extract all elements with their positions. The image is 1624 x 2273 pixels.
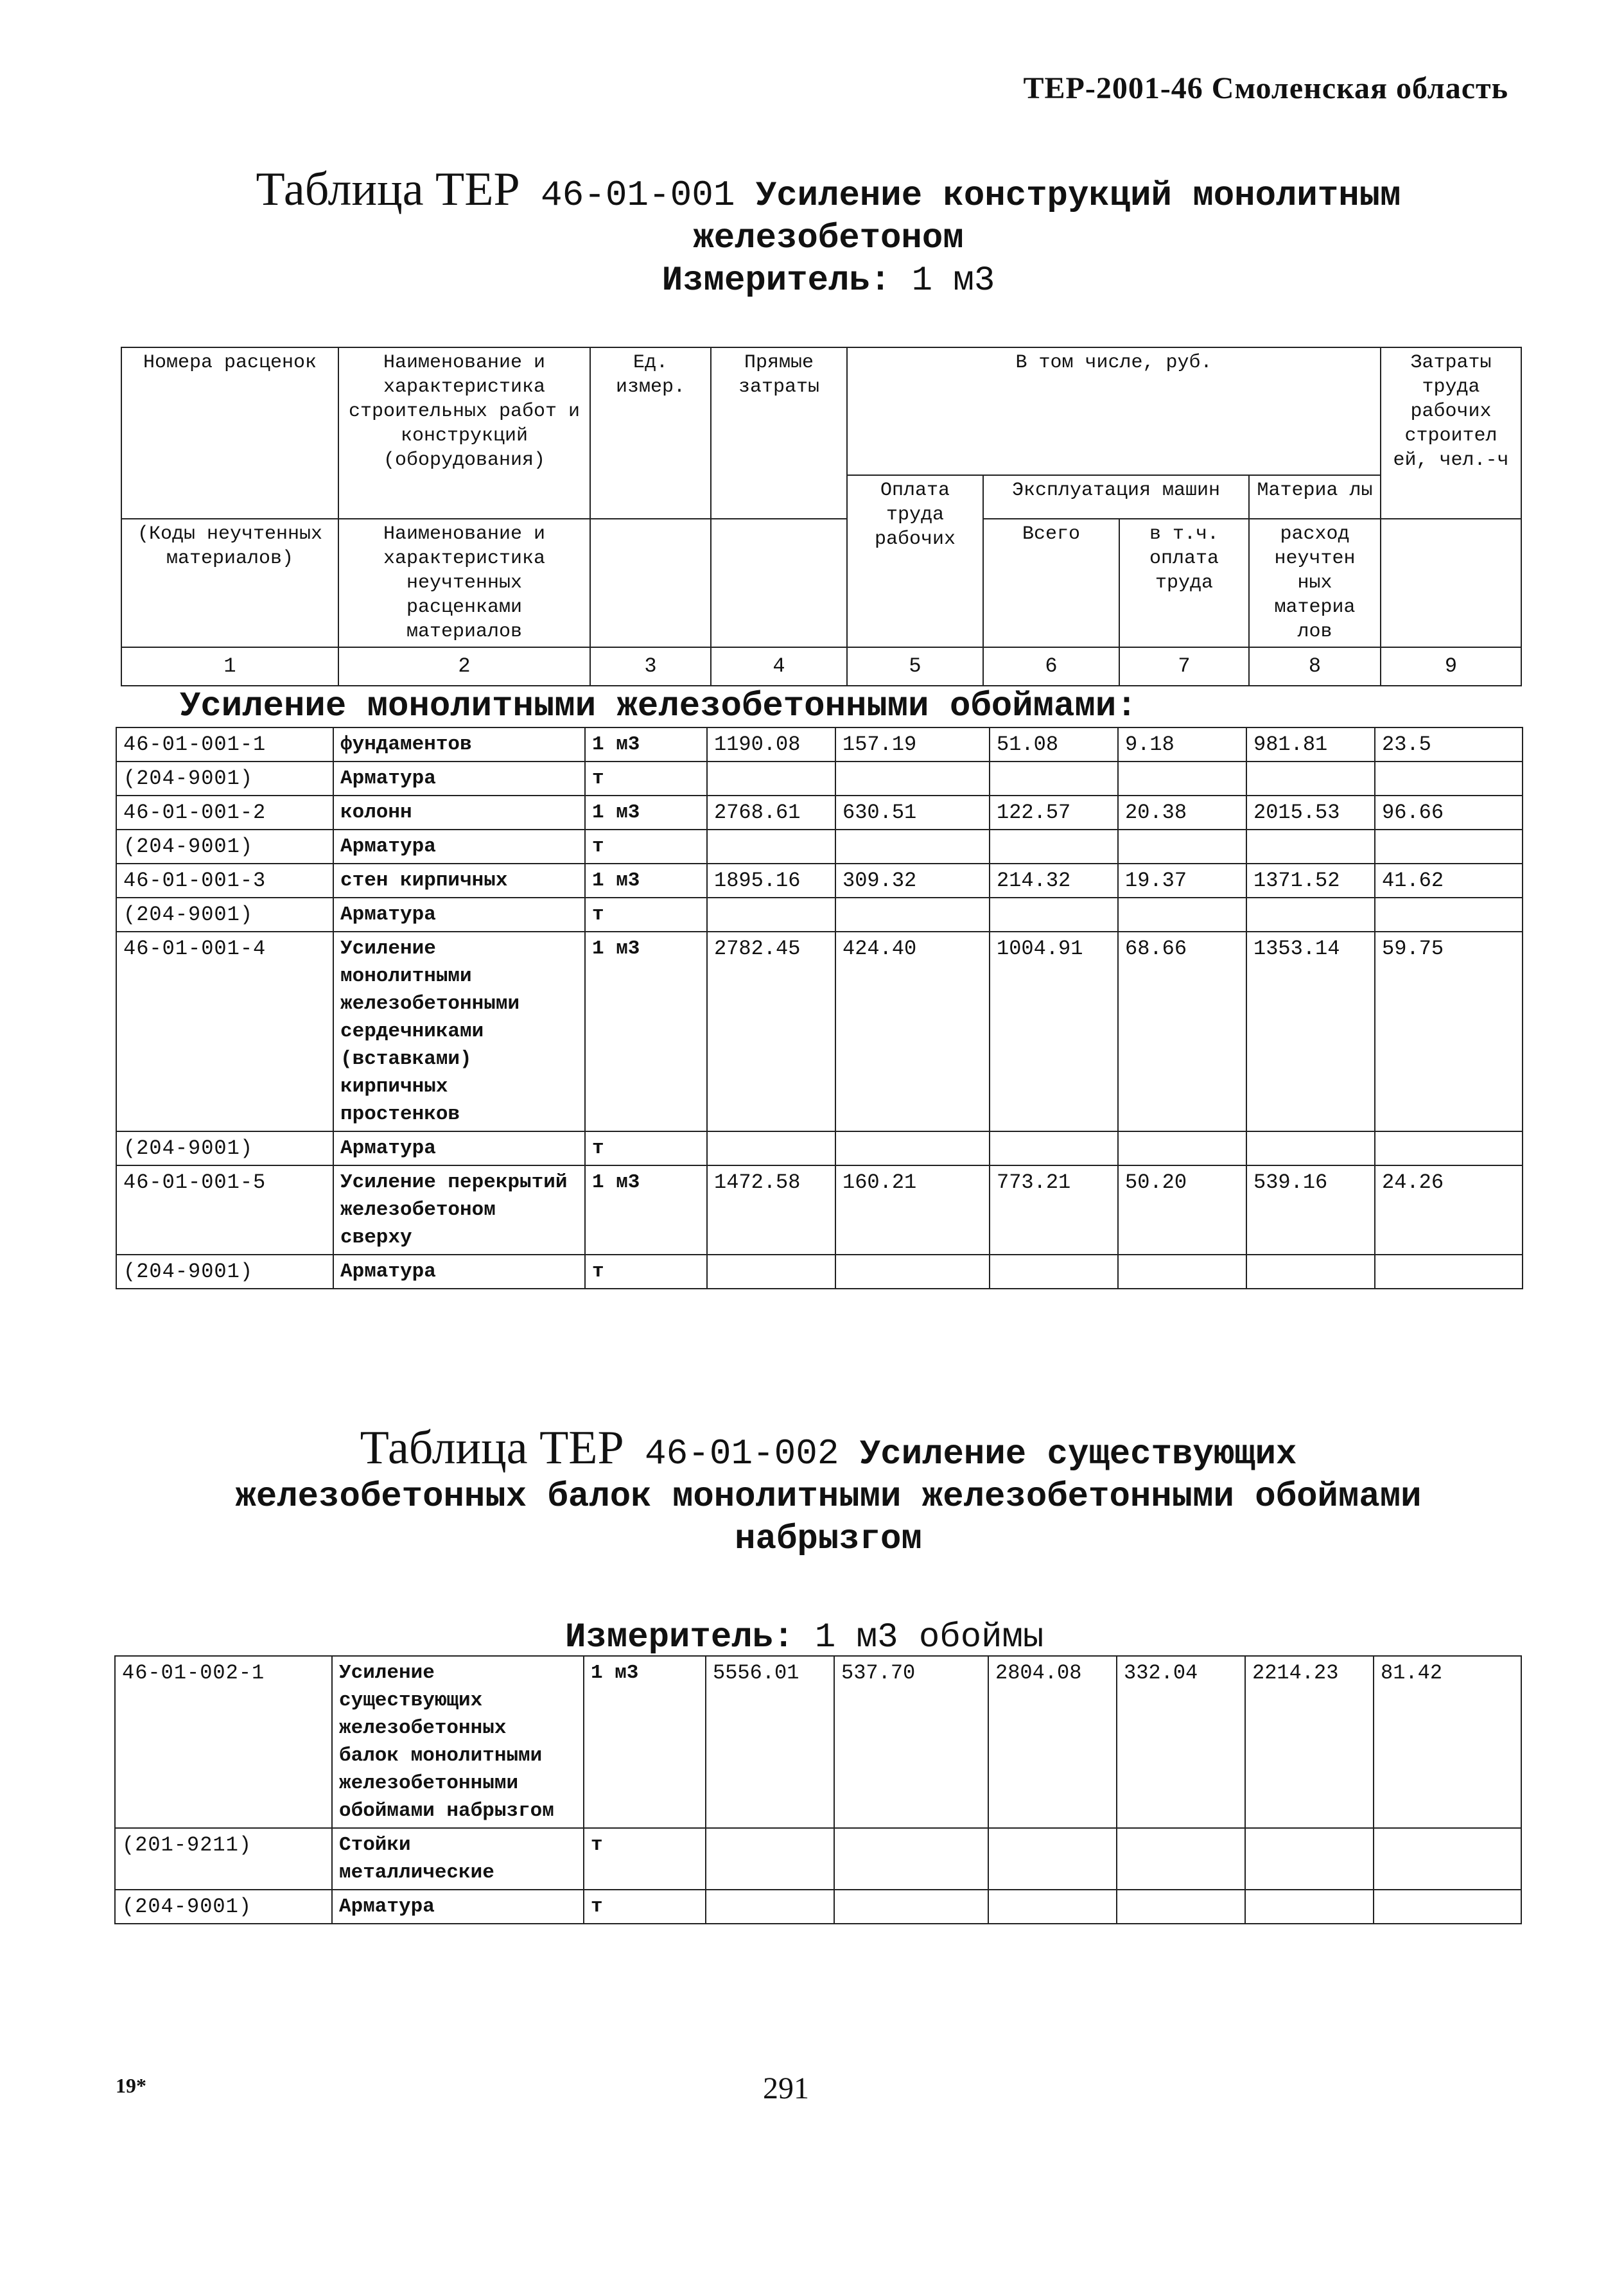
header-codes-unaccounted: (Коды неучтенных материалов)	[121, 519, 338, 647]
table-row	[116, 898, 1523, 932]
machine-cost	[990, 762, 1118, 796]
header-direct-cont	[711, 519, 847, 647]
unit-cell: 1 м3	[585, 864, 707, 898]
table2-title-line1: Усиление существующих	[859, 1435, 1297, 1474]
direct-cost	[707, 898, 835, 932]
header-wage: Оплата труда рабочих	[847, 475, 983, 647]
material-cost: 2015.53	[1246, 796, 1375, 830]
sheet-mark: 19*	[116, 2074, 146, 2097]
unit-cell: т	[585, 1131, 707, 1165]
header-machines: Эксплуатация машин	[983, 475, 1249, 519]
labor-cost	[1375, 1255, 1523, 1289]
material-cost: 1371.52	[1246, 864, 1375, 898]
rate-code: 46-01-001-2	[116, 796, 333, 830]
machine-wage-cost: 19.37	[1118, 864, 1246, 898]
machine-cost: 122.57	[990, 796, 1118, 830]
rate-code: 46-01-001-1	[116, 727, 333, 762]
header-codes-spacer	[121, 475, 338, 519]
header-unit-cont	[590, 519, 711, 647]
unit-cell: 1 м3	[585, 932, 707, 1131]
table-row	[115, 1890, 1521, 1924]
rate-code: (204-9001)	[116, 898, 333, 932]
labor-cost: 23.5	[1375, 727, 1523, 762]
column-number: 1	[121, 647, 338, 686]
unit-cell: 1 м3	[585, 796, 707, 830]
header-materials: Материа лы	[1249, 475, 1381, 519]
machine-wage-cost: 20.38	[1118, 796, 1246, 830]
machine-cost: 51.08	[990, 727, 1118, 762]
machine-wage-cost: 332.04	[1117, 1656, 1245, 1828]
labor-cost: 24.26	[1375, 1165, 1523, 1255]
table1-title-line1: Усиление конструкций монолитным	[755, 177, 1401, 216]
direct-cost: 5556.01	[706, 1656, 834, 1828]
direct-cost	[706, 1828, 834, 1890]
direct-cost: 1895.16	[707, 864, 835, 898]
rates-table-1	[116, 727, 1523, 1289]
table-row	[116, 864, 1523, 898]
column-number: 9	[1381, 647, 1521, 686]
machine-wage-cost	[1117, 1890, 1245, 1924]
direct-cost: 1190.08	[707, 727, 835, 762]
table-row	[116, 932, 1523, 1131]
wage-cost	[835, 1255, 990, 1289]
machine-wage-cost	[1118, 1131, 1246, 1165]
direct-cost	[707, 1255, 835, 1289]
table1-title	[116, 163, 1541, 302]
machine-wage-cost: 68.66	[1118, 932, 1246, 1131]
running-head: ТЕР-2001-46 Смоленская область	[1023, 71, 1508, 105]
unit-cell: т	[585, 830, 707, 864]
table2-prefix: Таблица ТЕР	[360, 1422, 624, 1474]
wage-cost	[835, 898, 990, 932]
material-cost: 2214.23	[1245, 1656, 1374, 1828]
wage-cost: 424.40	[835, 932, 990, 1131]
header-table	[121, 347, 1522, 686]
material-cost: 539.16	[1246, 1165, 1375, 1255]
table2-meter-label: Измеритель:	[565, 1618, 794, 1657]
direct-cost	[707, 762, 835, 796]
labor-cost	[1375, 1131, 1523, 1165]
labor-cost	[1375, 898, 1523, 932]
table1-meter	[116, 260, 1541, 302]
table2-title-line2: железобетонных балок монолитными железобетонными обоймами	[235, 1477, 1422, 1517]
material-cost	[1245, 1890, 1374, 1924]
column-number: 3	[590, 647, 711, 686]
header-machines-wage: в т.ч. оплата труда	[1119, 519, 1249, 647]
header-unit: Ед. измер.	[590, 347, 711, 519]
unit-cell: т	[584, 1890, 706, 1924]
work-name: колонн	[333, 796, 585, 830]
labor-cost	[1374, 1890, 1521, 1924]
material-cost	[1246, 762, 1375, 796]
wage-cost	[834, 1828, 988, 1890]
machine-cost	[988, 1828, 1117, 1890]
table2-title-line3: набрызгом	[735, 1520, 922, 1559]
table1-meter-label: Измеритель:	[661, 261, 891, 300]
material-cost	[1245, 1828, 1374, 1890]
rate-code: (204-9001)	[116, 1131, 333, 1165]
machine-wage-cost	[1118, 1255, 1246, 1289]
machine-wage-cost	[1118, 898, 1246, 932]
table2-title	[116, 1422, 1541, 1561]
labor-cost: 41.62	[1375, 864, 1523, 898]
work-name: Усиление существующих железобетонных балок монолитными железобетонными обоймами набрызгом	[332, 1656, 584, 1828]
rate-code: (204-9001)	[115, 1890, 332, 1924]
rate-code: (204-9001)	[116, 830, 333, 864]
unit-cell: т	[585, 1255, 707, 1289]
machine-cost: 1004.91	[990, 932, 1118, 1131]
labor-cost	[1374, 1828, 1521, 1890]
machine-cost: 773.21	[990, 1165, 1118, 1255]
table2-code: 46-01-002	[645, 1433, 839, 1474]
table-row	[116, 1165, 1523, 1255]
labor-cost	[1375, 830, 1523, 864]
labor-cost: 59.75	[1375, 932, 1523, 1131]
column-number: 7	[1119, 647, 1249, 686]
header-name-unaccounted: Наименование и характеристика неучтенных расценками материалов	[338, 519, 590, 647]
labor-cost: 81.42	[1374, 1656, 1521, 1828]
table2-meter-value: 1 м3 обоймы	[814, 1618, 1044, 1657]
machine-cost: 2804.08	[988, 1656, 1117, 1828]
wage-cost	[835, 830, 990, 864]
unit-cell: 1 м3	[585, 727, 707, 762]
work-name: Арматура	[333, 830, 585, 864]
wage-cost: 537.70	[834, 1656, 988, 1828]
machine-wage-cost	[1117, 1828, 1245, 1890]
table-row	[116, 1131, 1523, 1165]
material-cost	[1246, 898, 1375, 932]
work-name: Усиление перекрытий железобетоном сверху	[333, 1165, 585, 1255]
direct-cost	[706, 1890, 834, 1924]
header-name-spacer	[338, 475, 590, 519]
table2-meter	[565, 1618, 1043, 1657]
rate-code: (204-9001)	[116, 762, 333, 796]
work-name: Арматура	[333, 898, 585, 932]
work-name: Усиление монолитными железобетонными сердечниками (вставками) кирпичных простенков	[333, 932, 585, 1131]
rate-code: 46-01-001-5	[116, 1165, 333, 1255]
material-cost: 1353.14	[1246, 932, 1375, 1131]
work-name: Арматура	[332, 1890, 584, 1924]
machine-wage-cost	[1118, 830, 1246, 864]
header-labor-cont	[1381, 519, 1521, 647]
machine-cost	[990, 1255, 1118, 1289]
work-name: Арматура	[333, 1131, 585, 1165]
header-materials-unaccounted: расход неучтен ных материа лов	[1249, 519, 1381, 647]
rate-code: 46-01-002-1	[115, 1656, 332, 1828]
work-name: Арматура	[333, 1255, 585, 1289]
direct-cost: 2768.61	[707, 796, 835, 830]
rate-code: 46-01-001-4	[116, 932, 333, 1131]
rate-code: 46-01-001-3	[116, 864, 333, 898]
unit-cell: т	[584, 1828, 706, 1890]
table-row	[116, 830, 1523, 864]
header-direct: Прямые затраты	[711, 347, 847, 519]
column-number: 5	[847, 647, 983, 686]
column-number: 8	[1249, 647, 1381, 686]
labor-cost: 96.66	[1375, 796, 1523, 830]
table1-code: 46-01-001	[541, 175, 735, 216]
labor-cost	[1375, 762, 1523, 796]
table-row	[116, 727, 1523, 762]
work-name: Стойки металлические	[332, 1828, 584, 1890]
table-row	[115, 1828, 1521, 1890]
wage-cost	[835, 1131, 990, 1165]
wage-cost: 309.32	[835, 864, 990, 898]
material-cost	[1246, 1255, 1375, 1289]
table1-title-line2: железобетоном	[693, 219, 964, 258]
table1-meter-value: 1 м3	[911, 261, 995, 300]
material-cost: 981.81	[1246, 727, 1375, 762]
header-labor: Затраты труда рабочих строител ей, чел.-ч	[1381, 347, 1521, 519]
machine-cost: 214.32	[990, 864, 1118, 898]
machine-cost	[990, 898, 1118, 932]
machine-cost	[990, 830, 1118, 864]
material-cost	[1246, 830, 1375, 864]
column-number: 2	[338, 647, 590, 686]
wage-cost: 160.21	[835, 1165, 990, 1255]
machine-cost	[990, 1131, 1118, 1165]
work-name: Арматура	[333, 762, 585, 796]
wage-cost	[835, 762, 990, 796]
unit-cell: т	[585, 898, 707, 932]
work-name: фундаментов	[333, 727, 585, 762]
direct-cost	[707, 830, 835, 864]
machine-wage-cost	[1118, 762, 1246, 796]
rate-code: (204-9001)	[116, 1255, 333, 1289]
unit-cell: 1 м3	[584, 1656, 706, 1828]
work-name: стен кирпичных	[333, 864, 585, 898]
machine-cost	[988, 1890, 1117, 1924]
direct-cost: 2782.45	[707, 932, 835, 1131]
table-row	[116, 796, 1523, 830]
column-number: 6	[983, 647, 1119, 686]
unit-cell: 1 м3	[585, 1165, 707, 1255]
header-group: В том числе, руб.	[847, 347, 1381, 475]
wage-cost: 630.51	[835, 796, 990, 830]
table-row	[116, 1255, 1523, 1289]
header-codes: Номера расценок	[121, 347, 338, 475]
table-row	[115, 1656, 1521, 1828]
machine-wage-cost: 9.18	[1118, 727, 1246, 762]
header-machines-total: Всего	[983, 519, 1119, 647]
table-row	[116, 762, 1523, 796]
direct-cost: 1472.58	[707, 1165, 835, 1255]
wage-cost	[834, 1890, 988, 1924]
rate-code: (201-9211)	[115, 1828, 332, 1890]
header-name: Наименование и характеристика строительных работ и конструкций (оборудования)	[338, 347, 590, 475]
machine-wage-cost: 50.20	[1118, 1165, 1246, 1255]
column-number: 4	[711, 647, 847, 686]
unit-cell: т	[585, 762, 707, 796]
table1-prefix: Таблица ТЕР	[256, 163, 520, 216]
direct-cost	[707, 1131, 835, 1165]
section-title: Усиление монолитными железобетонными обоймами:	[180, 687, 1137, 726]
rates-table-2	[114, 1655, 1522, 1924]
wage-cost: 157.19	[835, 727, 990, 762]
material-cost	[1246, 1131, 1375, 1165]
page-number: 291	[763, 2071, 809, 2105]
